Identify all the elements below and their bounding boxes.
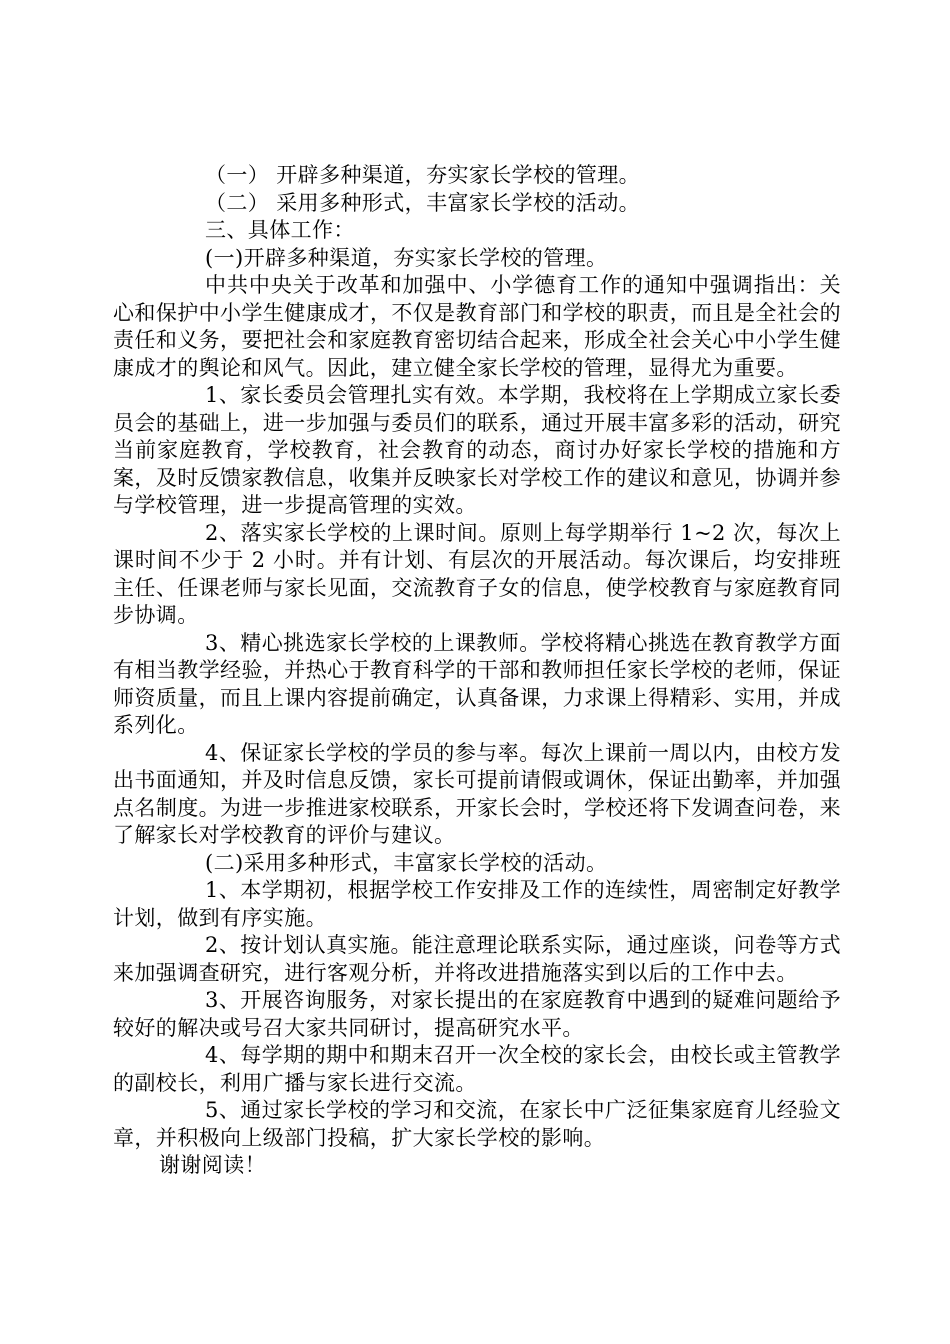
body-paragraph: 4、每学期的期中和期末召开一次全校的家长会，由校长或主管教学的副校长，利用广播与家长进行交流。 (113, 1043, 841, 1095)
subsection-heading-1: (一)开辟多种渠道，夯实家长学校的管理。 (205, 245, 608, 270)
outline-item-2: （二） 采用多种形式，丰富家长学校的活动。 (205, 190, 641, 215)
body-paragraph: 2、按计划认真实施。能注意理论联系实际，通过座谈，问卷等方式来加强调查研究，进行客观分析，并将改进措施落实到以后的工作中去。 (113, 933, 841, 985)
body-paragraph: 1、家长委员会管理扎实有效。本学期，我校将在上学期成立家长委员会的基础上，进一步加强与委员们的联系，通过开展丰富多彩的活动，研究当前家庭教育，学校教育，社会教育的动态，商讨办好家长学校的措施和方案，及时反馈家教信息，收集并反映家长对学校工作的建议和意见，协调并参与学校管理，进一步提高管理的实效。 (113, 383, 841, 517)
body-paragraph: 4、保证家长学校的学员的参与率。每次上课前一周以内，由校方发出书面通知，并及时信息反馈，家长可提前请假或调休，保证出勤率，并加强点名制度。为进一步推进家校联系，开家长会时，学校还将下发调查问卷，来了解家长对学校教育的评价与建议。 (113, 740, 841, 847)
body-paragraph: 1、本学期初，根据学校工作安排及工作的连续性，周密制定好教学计划，做到有序实施。 (113, 878, 841, 930)
body-paragraph: 5、通过家长学校的学习和交流，在家长中广泛征集家庭育儿经验文章，并积极向上级部门投稿，扩大家长学校的影响。 (113, 1098, 841, 1150)
body-paragraph: 中共中央关于改革和加强中、小学德育工作的通知中强调指出：关心和保护中小学生健康成才，不仅是教育部门和学校的职责，而且是全社会的责任和义务，要把社会和家庭教育密切结合起来，形成全社会关心中小学生健康成才的舆论和风气。因此，建立健全家长学校的管理，显得尤为重要。 (113, 273, 841, 380)
outline-item-1: （一） 开辟多种渠道，夯实家长学校的管理。 (205, 163, 641, 187)
body-paragraph: 3、精心挑选家长学校的上课教师。学校将精心挑选在教育教学方面有相当教学经验，并热心于教育科学的干部和教师担任家长学校的老师，保证师资质量，而且上课内容提前确定，认真备课，力求课上得精彩、实用，并成系列化。 (113, 630, 841, 737)
body-paragraph: 2、落实家长学校的上课时间。原则上每学期举行 1~2 次，每次上课时间不少于 2 小时。并有计划、有层次的开展活动。每次课后，均安排班主任、任课老师与家长见面，交流教育子女的信息，使学校教育与家庭教育同步协调。 (113, 520, 841, 627)
body-paragraph: 3、开展咨询服务，对家长提出的在家庭教育中遇到的疑难问题给予较好的解决或号召大家共同研讨，提高研究水平。 (113, 988, 841, 1040)
subsection-heading-2: (二)采用多种形式，丰富家长学校的活动。 (205, 850, 608, 875)
closing-line: 谢谢阅读！ (159, 1153, 266, 1177)
section-heading: 三、具体工作： (205, 218, 355, 242)
document-body (113, 162, 841, 1180)
